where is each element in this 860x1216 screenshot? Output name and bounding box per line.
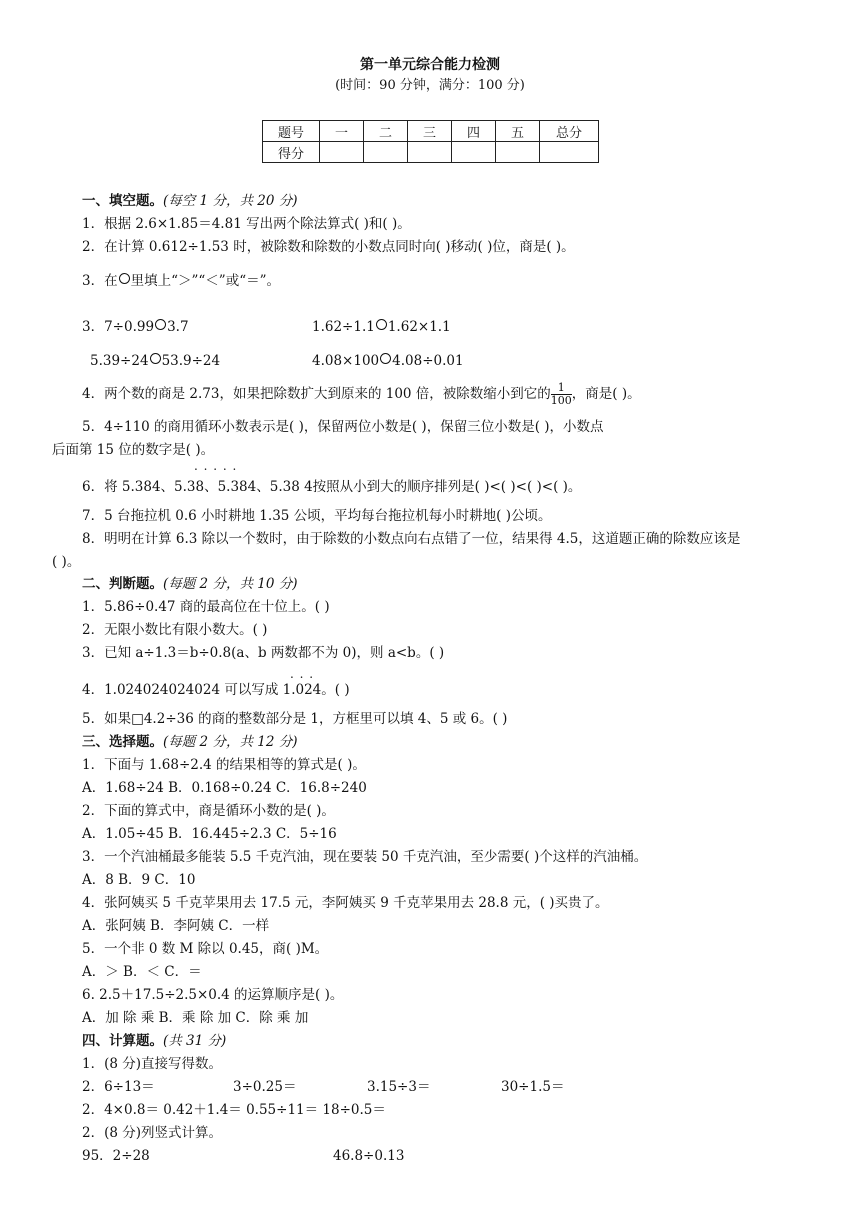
compare-a bbox=[82, 318, 189, 336]
repeating-dots: . . . bbox=[290, 667, 315, 681]
s3-q2: 2．下面的算式中，商是循环小数的是( )。 bbox=[82, 803, 335, 819]
s3-q5: 5．一个非 0 数 M 除以 0.45，商( )M。 bbox=[82, 941, 329, 957]
compare-right: 3.7 bbox=[167, 319, 189, 335]
compare-left: 5.39÷24 bbox=[90, 353, 149, 369]
q3-text: 里填上“＞”“＜”或“＝”。 bbox=[130, 273, 281, 289]
s1-q3 bbox=[82, 272, 280, 290]
calc-row-2: 2．4×0.8＝ 0.42＋1.4＝ 0.55÷11＝ 18÷0.5＝ bbox=[82, 1102, 386, 1118]
s1-q5-line2: 后面第 15 位的数字是( )。 bbox=[52, 442, 215, 458]
section-title: 四、计算题。 bbox=[82, 1033, 163, 1049]
section-note: (每空 1 分，共 20 分) bbox=[163, 193, 298, 209]
score-cell: 一 bbox=[320, 121, 364, 142]
compare-b bbox=[312, 318, 451, 336]
calc-item: 3÷0.25＝ bbox=[233, 1079, 297, 1095]
s3-q4: 4．张阿姨买 5 千克苹果用去 17.5 元，李阿姨买 9 千克苹果用去 28.8 元，( )买贵了。 bbox=[82, 895, 609, 911]
score-cell: 五 bbox=[496, 121, 540, 142]
vertical-calc-item: 95．2÷28 bbox=[82, 1148, 150, 1164]
section-3-heading bbox=[82, 733, 297, 751]
page-title: 第一单元综合能力检测 bbox=[360, 57, 500, 73]
s2-q4: 4．1.024024024024 可以写成 1.024。( ) bbox=[82, 682, 350, 698]
s1-q2: 2．在计算 0.612÷1.53 时，被除数和除数的小数点同时向( )移动( )位，商是( )。 bbox=[82, 239, 575, 255]
s3-q2-options: A．1.05÷45 B．16.445÷2.3 C．5÷16 bbox=[82, 826, 337, 842]
score-cell: 总分 bbox=[540, 121, 599, 142]
calc-item: 2．6÷13＝ bbox=[82, 1079, 155, 1095]
score-blank[interactable] bbox=[408, 142, 452, 163]
section-note: (每题 2 分，共 10 分) bbox=[163, 576, 298, 592]
score-table-score-row bbox=[263, 142, 599, 163]
section-title: 二、判断题。 bbox=[82, 576, 163, 592]
compare-left: 4.08×100 bbox=[312, 353, 380, 369]
score-blank[interactable] bbox=[364, 142, 408, 163]
circle-blank-icon bbox=[119, 273, 130, 284]
q3-text: 3．在 bbox=[82, 273, 118, 289]
page-subtitle: (时间：90 分钟，满分：100 分) bbox=[335, 78, 525, 93]
compare-right: 53.9÷24 bbox=[161, 353, 221, 369]
compare-circle-icon[interactable] bbox=[380, 353, 391, 364]
repeating-dots: . . . . . bbox=[194, 459, 238, 473]
s4-q1: 1．(8 分)直接写得数。 bbox=[82, 1056, 223, 1072]
s4-q2: 2．(8 分)列竖式计算。 bbox=[82, 1125, 223, 1141]
section-note: (每题 2 分，共 12 分) bbox=[163, 734, 298, 750]
compare-right: 4.08÷0.01 bbox=[392, 353, 464, 369]
s2-q2: 2．无限小数比有限小数大。( ) bbox=[82, 622, 268, 638]
score-blank[interactable] bbox=[496, 142, 540, 163]
s3-q3-options: A．8 B．9 C．10 bbox=[82, 872, 196, 888]
s1-q8-line2: ( )。 bbox=[52, 554, 81, 570]
q4-text: 4．两个数的商是 2.73，如果把除数扩大到原来的 100 倍，被除数缩小到它的 bbox=[82, 386, 551, 402]
calc-item: 30÷1.5＝ bbox=[501, 1079, 565, 1095]
section-2-heading bbox=[82, 575, 297, 593]
section-4-heading bbox=[82, 1032, 226, 1050]
s2-q5: 5．如果□4.2÷36 的商的整数部分是 1，方框里可以填 4、5 或 6。( ) bbox=[82, 711, 508, 727]
score-table-header-row bbox=[263, 121, 599, 142]
q4-text: ，商是( )。 bbox=[571, 386, 641, 402]
s3-q6-options: A．加 除 乘 B．乘 除 加 C．除 乘 加 bbox=[82, 1010, 309, 1026]
compare-circle-icon[interactable] bbox=[155, 319, 166, 330]
score-table bbox=[262, 120, 599, 163]
fraction-numerator: 1 bbox=[551, 382, 572, 395]
s3-q1-options: A．1.68÷24 B．0.168÷0.24 C．16.8÷240 bbox=[82, 780, 367, 796]
score-cell: 三 bbox=[408, 121, 452, 142]
fraction bbox=[551, 382, 572, 407]
section-note: (共 31 分) bbox=[163, 1033, 227, 1049]
s1-q6: 6．将 5.384、5.38、5.384、5.38 4按照从小到大的顺序排列是( )<( )<( )<( )。 bbox=[82, 479, 582, 495]
s2-q1: 1．5.86÷0.47 商的最高位在十位上。( ) bbox=[82, 599, 330, 615]
compare-circle-icon[interactable] bbox=[150, 353, 161, 364]
score-cell: 得分 bbox=[263, 142, 320, 163]
compare-c bbox=[90, 352, 220, 370]
score-cell: 题号 bbox=[263, 121, 320, 142]
s3-q3: 3．一个汽油桶最多能装 5.5 千克汽油，现在要装 50 千克汽油，至少需要( )个这样的汽油桶。 bbox=[82, 849, 648, 865]
section-1-heading bbox=[82, 192, 297, 210]
compare-circle-icon[interactable] bbox=[376, 319, 387, 330]
compare-left: 1.62÷1.1 bbox=[312, 319, 375, 335]
score-blank[interactable] bbox=[320, 142, 364, 163]
s2-q3: 3．已知 a÷1.3＝b÷0.8(a、b 两数都不为 0)，则 a<b。( ) bbox=[82, 645, 445, 661]
score-blank[interactable] bbox=[452, 142, 496, 163]
s1-q7: 7．5 台拖拉机 0.6 小时耕地 1.35 公顷，平均每台拖拉机每小时耕地( )公顷。 bbox=[82, 508, 552, 524]
score-cell: 二 bbox=[364, 121, 408, 142]
s3-q4-options: A．张阿姨 B．李阿姨 C．一样 bbox=[82, 918, 270, 934]
s1-q4 bbox=[82, 382, 641, 407]
section-title: 一、填空题。 bbox=[82, 193, 163, 209]
compare-left: 3．7÷0.99 bbox=[82, 319, 155, 335]
s1-q1: 1．根据 2.6×1.85＝4.81 写出两个除法算式( )和( )。 bbox=[82, 216, 411, 232]
vertical-calc-item: 46.8÷0.13 bbox=[333, 1148, 405, 1164]
section-title: 三、选择题。 bbox=[82, 734, 163, 750]
calc-item: 3.15÷3＝ bbox=[367, 1079, 431, 1095]
compare-d bbox=[312, 352, 464, 370]
s3-q5-options: A．＞ B．＜ C．＝ bbox=[82, 964, 202, 980]
compare-right: 1.62×1.1 bbox=[387, 319, 451, 335]
s3-q6: 6. 2.5＋17.5÷2.5×0.4 的运算顺序是( )。 bbox=[82, 987, 344, 1003]
score-cell: 四 bbox=[452, 121, 496, 142]
s1-q5-line1: 5．4÷110 的商用循环小数表示是( )，保留两位小数是( )，保留三位小数是( )，小数点 bbox=[82, 419, 604, 435]
s1-q8-line1: 8．明明在计算 6.3 除以一个数时，由于除数的小数点向右点错了一位，结果得 4.5，这道题正确的除数应该是 bbox=[82, 531, 741, 547]
score-blank[interactable] bbox=[540, 142, 599, 163]
fraction-denominator: 100 bbox=[550, 394, 572, 407]
s3-q1: 1．下面与 1.68÷2.4 的结果相等的算式是( )。 bbox=[82, 757, 366, 773]
